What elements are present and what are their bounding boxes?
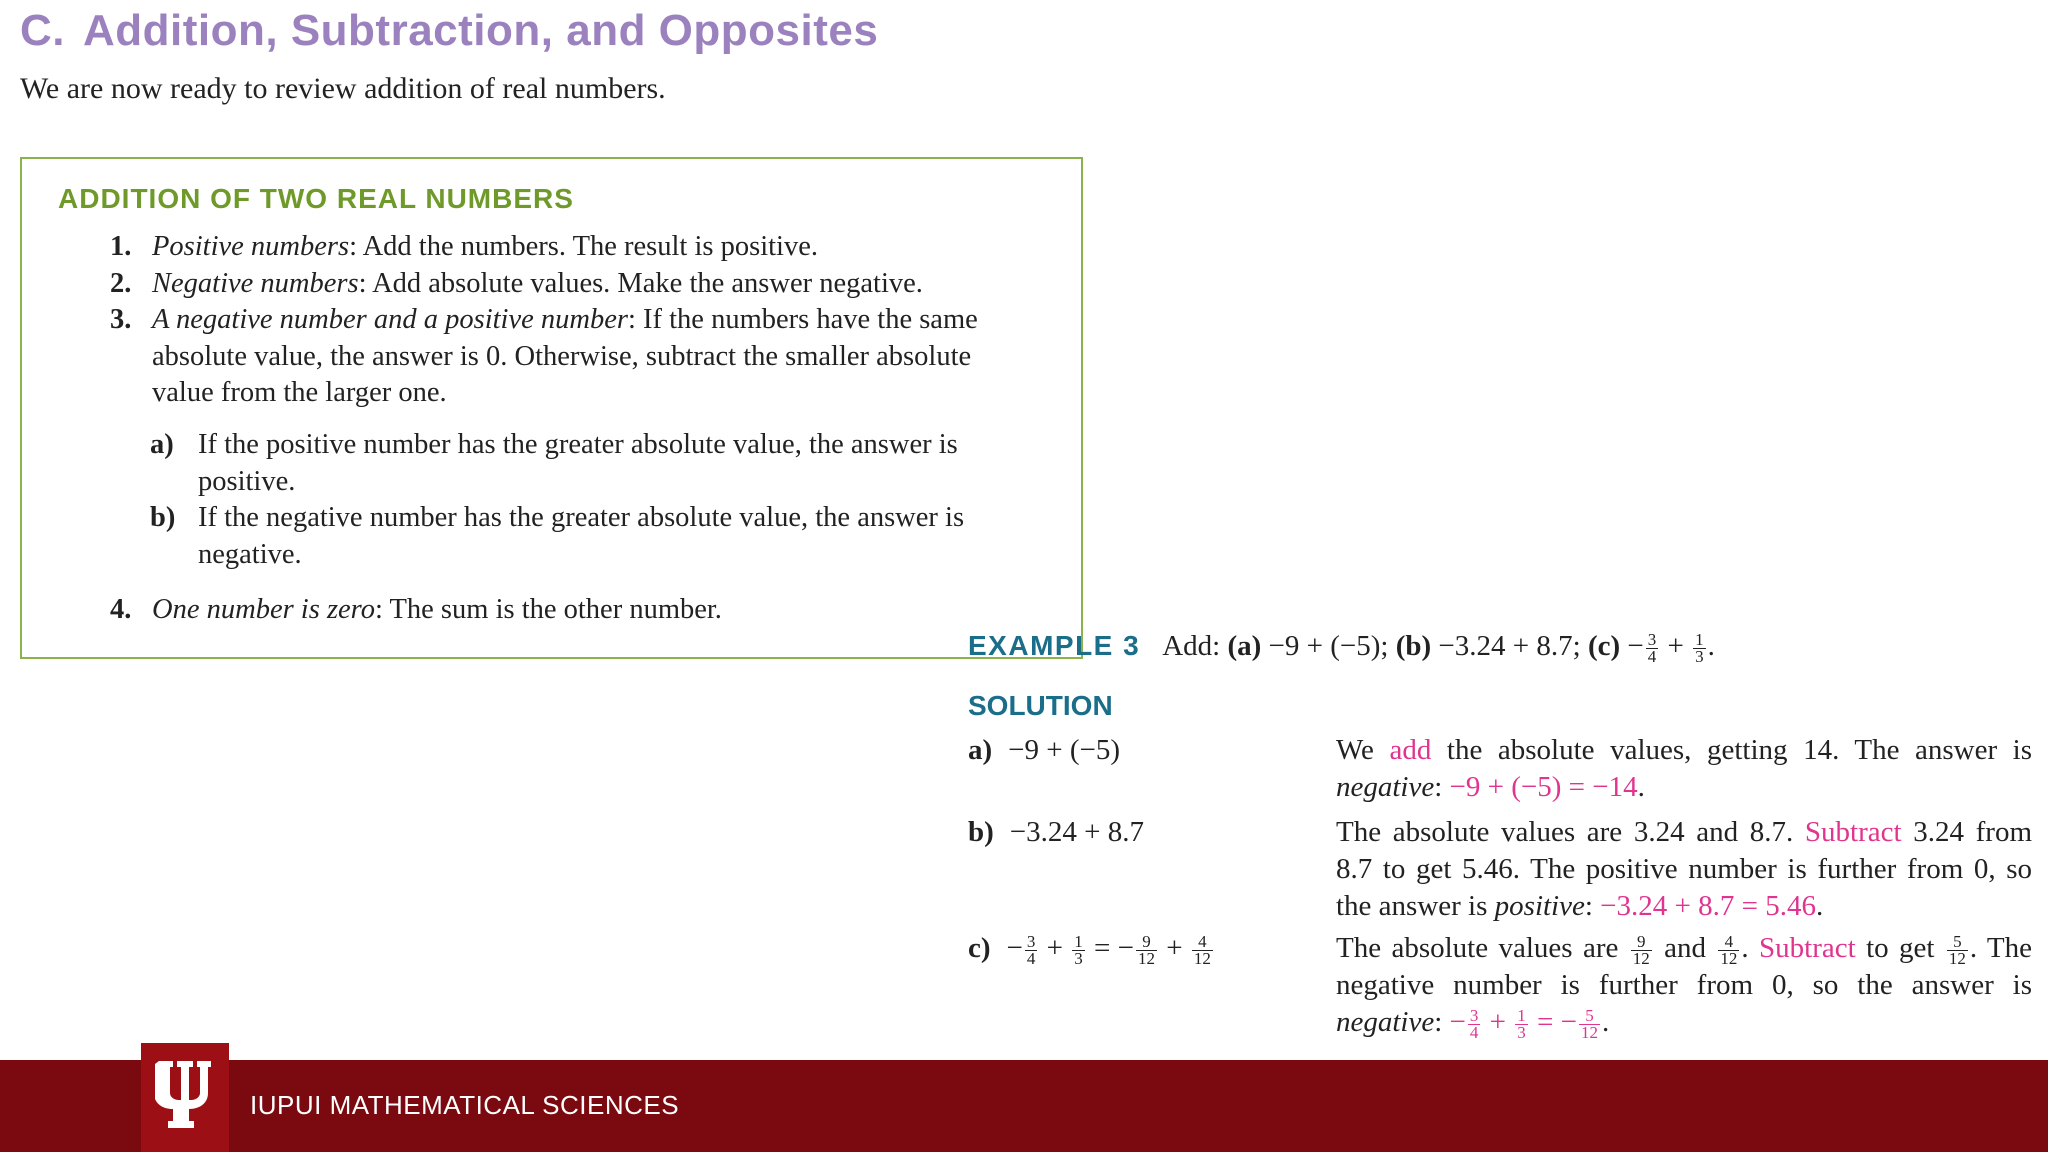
rule-subitem-b: b) If the negative number has the greater absolute value, the answer is negative. — [150, 502, 965, 570]
solution-a-explanation: We add the absolute values, getting 14. The answer is negative: −9 + (−5) = −14. — [1336, 734, 2033, 803]
trident-icon — [155, 1057, 215, 1137]
section-heading — [20, 6, 878, 56]
solution-c-explanation: The absolute values are $\frac{9}{12}$ and $\frac{4}{12}$ . Subtract to get $\frac{5}{12}$ . The negative number is further from 0, so the answer is negative: − $\frac{3}{4}$ + $\frac{1}{3}$ = − $\frac{5}{12}$ . — [1336, 931, 2033, 1042]
example-prompt: Add: — [1162, 630, 1221, 662]
solution-title: SOLUTION — [968, 690, 1113, 721]
addition-rules-box — [20, 157, 1083, 659]
example-3: EXAMPLE 3 Add: (a) −9 + (−5); (b) −3.24 + 8.7; (c) − $\frac{3}{4}$ + $\frac{1}{3}$ . — [968, 629, 1715, 666]
example-part-c: − $\frac{3}{4}$ + $\frac{1}{3}$ . — [1627, 629, 1715, 666]
example-label: EXAMPLE 3 — [968, 630, 1141, 661]
rule-item-3: 3. A negative number and a positive number: If the numbers have the same absolute value, the answer is 0. Otherwise, subtract the smaller absolute value from the larger one. — [110, 304, 978, 408]
solution-b-expression: b) −3.24 + 8.7 — [968, 816, 1145, 848]
iu-trident-logo — [141, 1043, 229, 1152]
rule-item-1: 1. Positive numbers: Add the numbers. The result is positive. — [110, 231, 818, 262]
solution-b-explanation: The absolute values are 3.24 and 8.7. Subtract 3.24 from 8.7 to get 5.46. The positive number is further from 0, so the answer is positive: −3.24 + 8.7 = 5.46. — [1336, 816, 2033, 922]
solution-a-expression: a) −9 + (−5) — [968, 734, 1121, 766]
example-part-b: −3.24 + 8.7; — [1438, 630, 1581, 662]
rule-box-title: ADDITION OF TWO REAL NUMBERS — [58, 183, 574, 214]
section-title: Addition, Subtraction, and Opposites — [83, 6, 879, 55]
fraction: $\frac{3}{4}$ — [1647, 629, 1657, 666]
intro-text: We are now ready to review addition of real numbers. — [20, 72, 666, 105]
section-number: C. — [20, 6, 65, 55]
fraction: $\frac{1}{3}$ — [1695, 629, 1704, 666]
rule-item-2: 2. Negative numbers: Add absolute values. Make the answer negative. — [110, 267, 923, 299]
footer-text: IUPUI MATHEMATICAL SCIENCES — [250, 1090, 680, 1120]
solution-c-expression: c) − $\frac{3}{4}$ + $\frac{1}{3}$ = − $\frac{9}{12}$ + $\frac{4}{12}$ — [968, 931, 1211, 968]
rule-item-4: 4. One number is zero: The sum is the other number. — [110, 594, 722, 625]
rule-subitem-a: a) If the positive number has the greater absolute value, the answer is positive. — [150, 429, 958, 497]
example-part-a: −9 + (−5); — [1268, 630, 1389, 662]
